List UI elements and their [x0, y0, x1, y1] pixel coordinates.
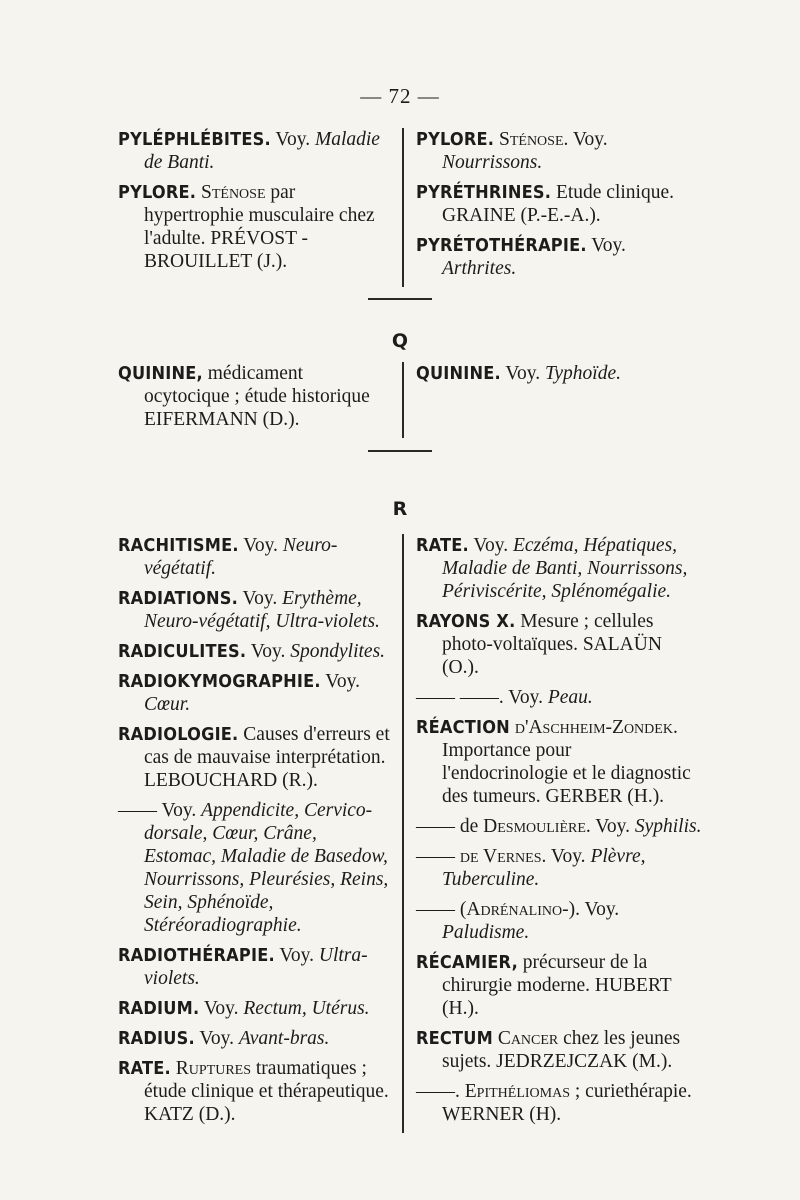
- index-entry: [118, 997, 392, 1020]
- index-heading: RADIOTHÉRAPIE.: [118, 945, 275, 966]
- entry-text: Causes d'erreurs et cas de mauvaise interprétation. LEBOUCHARD (R.).: [144, 724, 390, 791]
- index-heading: RADIUS.: [118, 1028, 195, 1049]
- index-heading: RECTUM: [416, 1028, 493, 1049]
- index-entry: [118, 181, 392, 273]
- entry-text: Voy.: [568, 129, 608, 150]
- index-entry: [416, 898, 702, 944]
- cross-reference: Appendicite, Cervico-dorsale, Cœur, Crâne, Estomac, Maladie de Basedow, Nourrissons, Pleurésies, Reins, Sein, Sphénoïde, Stéréoradiographie.: [144, 800, 389, 936]
- small-caps-text: Ruptures: [170, 1058, 251, 1079]
- index-entry: [118, 723, 392, 792]
- index-heading: RÉCAMIER,: [416, 952, 518, 973]
- index-heading: RADIUM.: [118, 998, 200, 1019]
- divider: [368, 298, 432, 300]
- cross-reference: Nourrissons.: [442, 152, 543, 173]
- index-entry: [416, 1080, 702, 1126]
- index-heading: RADIOLOGIE.: [118, 724, 239, 745]
- entry-text: —— ——. Voy.: [416, 687, 548, 708]
- index-entry: [118, 1027, 392, 1050]
- index-heading: RÉACTION: [416, 717, 510, 738]
- cross-reference: Plèvre, Tuberculine.: [442, 846, 646, 890]
- index-heading: RACHITISME.: [118, 535, 239, 556]
- entry-text: Voy.: [274, 945, 319, 966]
- cross-reference: Eczéma, Hépatiques, Maladie de Banti, Nourrissons, Périviscérite, Splénomégalie.: [442, 535, 688, 602]
- entry-text: médicament ocytocique ; étude historique EIFERMANN (D.).: [144, 363, 370, 430]
- entry-text: Voy.: [320, 671, 360, 692]
- index-entry: [416, 128, 702, 174]
- index-entry: [416, 534, 702, 603]
- small-caps-text: de Vernes.: [459, 846, 547, 867]
- entry-text: traumatiques ; étude clinique et thérapeutique. KATZ (D.).: [144, 1058, 389, 1125]
- index-entry: [416, 815, 702, 838]
- entry-text: Voy.: [238, 535, 283, 556]
- index-entry: [416, 716, 702, 808]
- cross-reference: Cœur.: [144, 694, 191, 715]
- small-caps-text: Epithéliomas: [464, 1081, 570, 1102]
- index-entry: [118, 640, 392, 663]
- entry-text: Voy.: [500, 363, 545, 384]
- index-heading: PYLORE.: [118, 182, 197, 203]
- cross-reference: Syphilis.: [634, 816, 702, 837]
- column-left: [118, 362, 402, 438]
- index-entry: [416, 181, 702, 227]
- cross-reference: Peau.: [547, 687, 593, 708]
- entry-text: Voy.: [270, 129, 315, 150]
- entry-text: ——: [416, 846, 460, 867]
- index-entry: [118, 534, 392, 580]
- entry-text: Mesure ; cellules photo-voltaïques. SALAÜN (O.).: [442, 611, 662, 678]
- index-entry: [416, 845, 702, 891]
- entry-text: chez les jeunes sujets. JEDRZEJCZAK (M.).: [442, 1028, 681, 1072]
- cross-reference: Avant-bras.: [238, 1028, 330, 1049]
- index-entry: [416, 951, 702, 1020]
- entry-text: ; curiethérapie. WERNER (H).: [442, 1081, 692, 1125]
- index-heading: PYLORE.: [416, 129, 495, 150]
- cross-reference: Neuro-végétatif.: [144, 535, 338, 579]
- column-right: [402, 534, 702, 1133]
- divider: [368, 450, 432, 452]
- small-caps-text: Desmoulière.: [483, 816, 591, 837]
- index-entry: [118, 799, 392, 937]
- cross-reference: Spondylites.: [290, 641, 386, 662]
- entry-text: Voy.: [586, 235, 626, 256]
- cross-reference: Paludisme.: [442, 922, 530, 943]
- index-entry: [416, 686, 702, 709]
- column-right: [402, 362, 702, 438]
- entry-text: —— (: [416, 899, 467, 920]
- index-entry: [118, 944, 392, 990]
- index-heading: QUININE.: [416, 363, 501, 384]
- section-r: [118, 534, 702, 1133]
- cross-reference: Erythème, Neuro-végétatif, Ultra-violets.: [144, 588, 380, 632]
- small-caps-text: d'Aschheim-Zondek.: [509, 717, 678, 738]
- section-letter-r: R: [392, 498, 408, 520]
- column-right: [402, 128, 702, 287]
- entry-text: Voy.: [468, 535, 513, 556]
- index-heading: QUININE,: [118, 363, 203, 384]
- entry-text: Etude clinique. GRAINE (P.-E.-A.).: [442, 182, 674, 226]
- index-heading: PYRÉTOTHÉRAPIE.: [416, 235, 587, 256]
- entry-text: Voy.: [546, 846, 591, 867]
- small-caps-text: Cancer: [492, 1028, 559, 1049]
- entry-text: ). Voy.: [568, 899, 620, 920]
- index-entry: [118, 670, 392, 716]
- entry-text: Voy.: [238, 588, 283, 609]
- small-caps-text: Sténose.: [494, 129, 569, 150]
- entry-text: Voy.: [194, 1028, 239, 1049]
- cross-reference: Rectum, Utérus.: [243, 998, 370, 1019]
- index-entry: [118, 587, 392, 633]
- small-caps-text: Adrénalino-: [466, 899, 569, 920]
- entry-text: Voy.: [199, 998, 244, 1019]
- index-heading: RATE.: [416, 535, 469, 556]
- index-heading: RADIATIONS.: [118, 588, 239, 609]
- column-left: [118, 534, 402, 1133]
- cross-reference: Arthrites.: [442, 258, 517, 279]
- entry-text: Importance pour l'endocrinologie et le diagnostic des tumeurs. GERBER (H.).: [442, 740, 691, 807]
- index-entry: [416, 1027, 702, 1073]
- column-left: [118, 128, 402, 287]
- index-entry: [118, 1057, 392, 1126]
- index-heading: RADIOKYMOGRAPHIE.: [118, 671, 321, 692]
- entry-text: ——.: [416, 1081, 465, 1102]
- index-entry: [416, 234, 702, 280]
- entry-text: —— Voy.: [118, 800, 202, 821]
- index-heading: RATE.: [118, 1058, 171, 1079]
- cross-reference: Maladie de Banti.: [144, 129, 380, 173]
- index-entry: [416, 610, 702, 679]
- index-entry: [416, 362, 702, 385]
- index-heading: PYRÉTHRINES.: [416, 182, 552, 203]
- cross-reference: Ultra-violets.: [144, 945, 368, 989]
- entry-text: Voy.: [590, 816, 635, 837]
- index-entry: [118, 362, 392, 431]
- index-heading: RAYONS X.: [416, 611, 516, 632]
- entry-text: par hypertrophie musculaire chez l'adulte. PRÉVOST - BROUILLET (J.).: [144, 182, 375, 272]
- page-number: — 72 —: [360, 84, 440, 108]
- index-entry: [118, 128, 392, 174]
- entry-text: Voy.: [246, 641, 291, 662]
- index-heading: RADICULITES.: [118, 641, 247, 662]
- section-letter-q: Q: [391, 330, 409, 352]
- cross-reference: Typhoïde.: [544, 363, 621, 384]
- index-heading: PYLÉPHLÉBITES.: [118, 129, 271, 150]
- entry-text: précurseur de la chirurgie moderne. HUBERT (H.).: [442, 952, 672, 1019]
- section-p: [118, 128, 702, 287]
- small-caps-text: Sténose: [196, 182, 266, 203]
- entry-text: —— de: [416, 816, 484, 837]
- section-q: [118, 362, 702, 438]
